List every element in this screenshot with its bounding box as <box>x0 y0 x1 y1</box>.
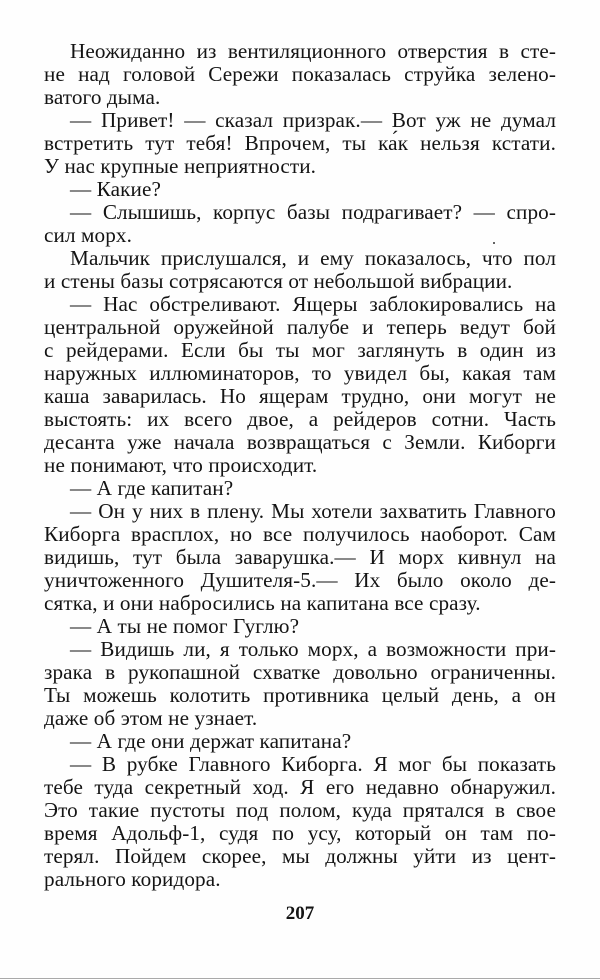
text-line: Неожиданно из вентиляционного отверстия в сте- <box>70 39 556 63</box>
text-line: — А ты не помог Гуглю? <box>70 614 300 638</box>
text-line: — В рубке Главного Киборга. Я мог бы показать <box>70 752 556 776</box>
text-line: наружных иллюминаторов, то увидел бы, какая там <box>44 361 556 385</box>
text-line: и стены базы сотрясаются от небольшой вибрации. <box>44 269 513 293</box>
text-line: рального коридора. <box>44 867 221 891</box>
text-line: Киборга врасплох, но все получилось наоборот. Сам <box>44 522 556 546</box>
page-body-text <box>44 40 556 891</box>
text-line: сил морх. <box>44 223 132 247</box>
text-line: — Он у них в плену. Мы хотели захватить Главного <box>70 499 556 523</box>
text-line: — Какие? <box>70 177 161 201</box>
text-line: — Слышишь, корпус базы подрагивает? — спро- <box>70 200 556 224</box>
text-line: ватого дыма. <box>44 85 161 109</box>
text-line: — А где они держат капитана? <box>70 729 352 753</box>
text-line: тебе туда секретный ход. Я его недавно обнаружил. <box>44 775 556 799</box>
text-line: не понимают, что происходит. <box>44 453 318 477</box>
text-line: Мальчик прислушался, и ему показалось, что пол <box>70 246 556 270</box>
text-line: сятка, и они набросились на капитана все сразу. <box>44 591 481 615</box>
text-line: десанта уже начала возвращаться с Земли. Киборги <box>44 430 556 454</box>
text-line: Ты можешь колотить противника целый день, а он <box>44 683 556 707</box>
text-line: выстоять: их всего двое, а рейдеров сотни. Часть <box>44 407 556 431</box>
text-line: каша заварилась. Но ящерам трудно, они могут не <box>44 384 556 408</box>
text-line: с рейдерами. Если бы ты мог заглянуть в один из <box>44 338 556 362</box>
text-line: зрака в рукопашной схватке довольно ограниченны. <box>44 660 556 684</box>
text-line: уничтоженного Душителя-5.— Их было около де- <box>44 568 556 592</box>
text-line: — Нас обстреливают. Ящеры заблокировались на <box>70 292 556 316</box>
text-line: — Видишь ли, я только морх, а возможности при- <box>70 637 556 661</box>
text-line: даже об этом не узнает. <box>44 706 258 730</box>
text-line: встретить тут тебя! Впрочем, ты ка́к нельзя кстати. <box>44 131 556 155</box>
text-line: центральной оружейной палубе и теперь ведут бой <box>44 315 556 339</box>
text-line: время Адольф-1, судя по усу, который он там по- <box>44 821 556 845</box>
text-line: видишь, тут была заварушка.— И морх кивнул на <box>44 545 556 569</box>
text-line: У нас крупные неприятности. <box>44 154 317 178</box>
text-line: — Привет! — сказал призрак.— Вот уж не думал <box>70 108 556 132</box>
text-line: терял. Пойдем скорее, мы должны уйти из цент- <box>44 844 556 868</box>
scan-speck <box>493 242 495 244</box>
text-line: не над головой Сережи показалась струйка зелено- <box>44 62 556 86</box>
text-line: Это такие пустоты под полом, куда прятался в свое <box>44 798 556 822</box>
text-line: — А где капитан? <box>70 476 234 500</box>
page-number: 207 <box>285 903 315 924</box>
page-bottom-edge <box>0 978 600 979</box>
